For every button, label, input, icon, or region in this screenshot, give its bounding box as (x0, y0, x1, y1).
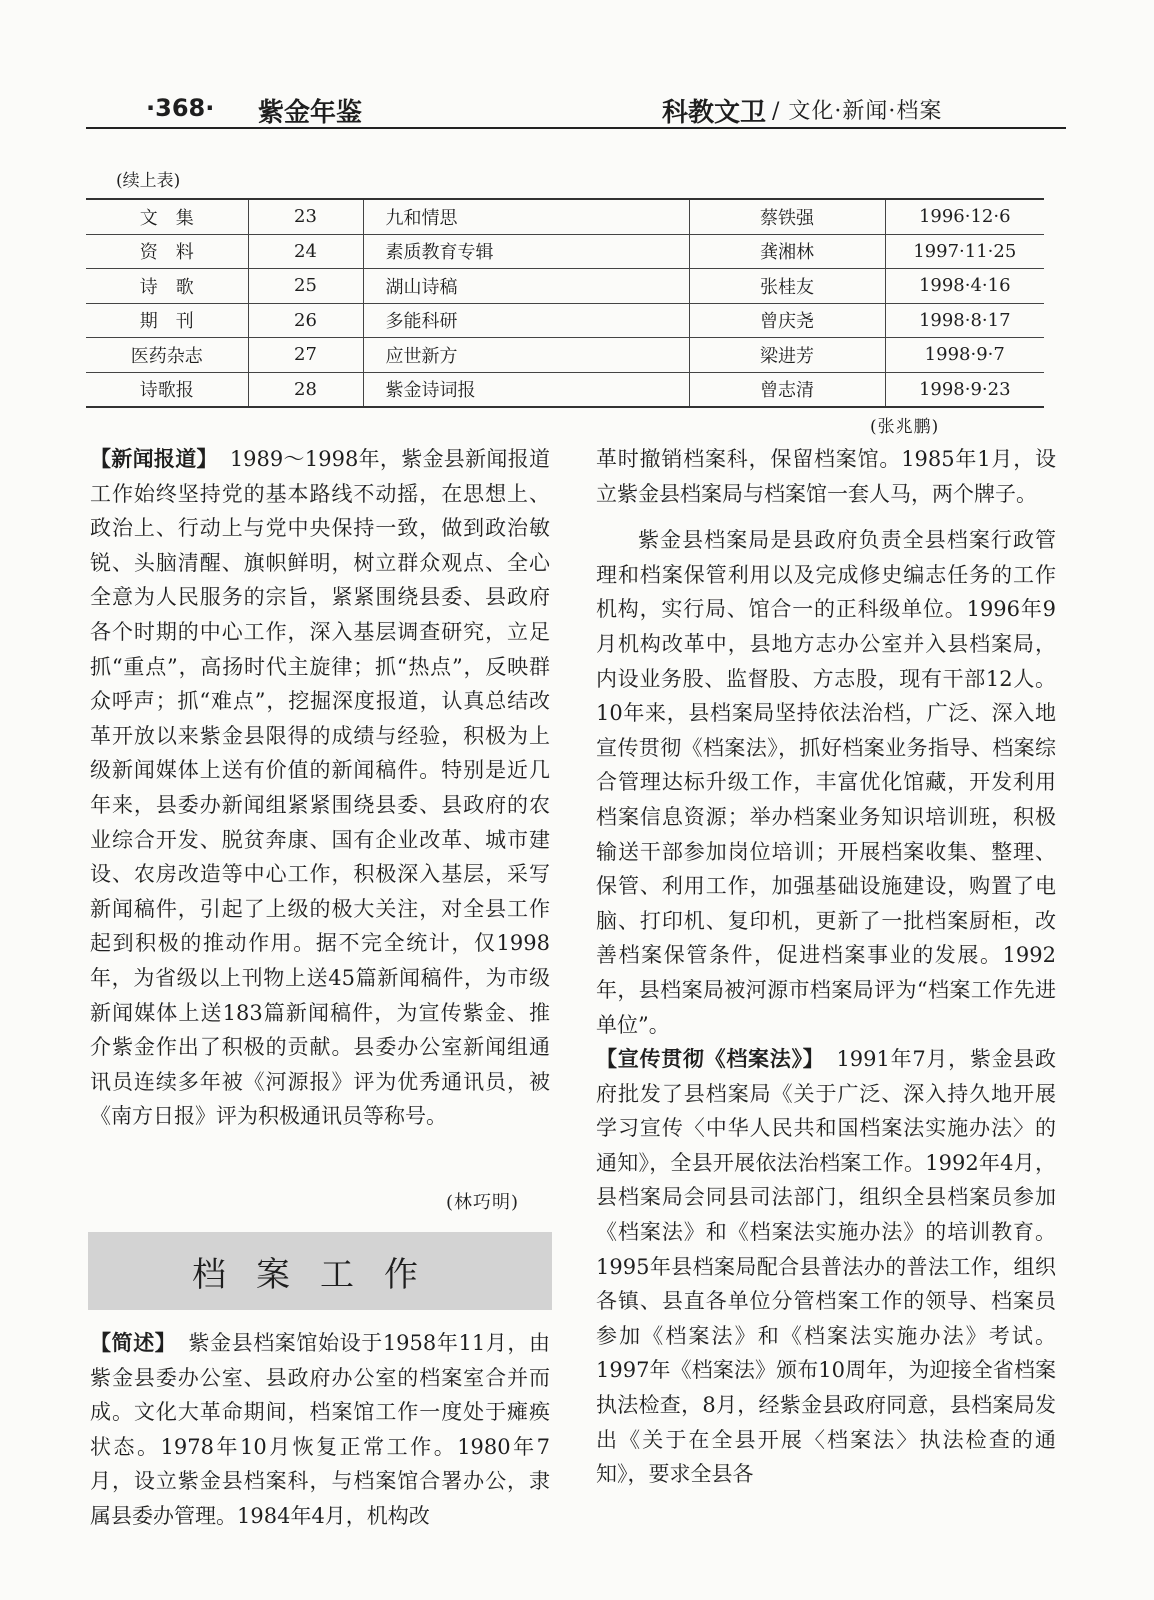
law-body: 1991年7月，紫金县政府批发了县档案局《关于广泛、深入持久地开展学习宣传〈中华人民共和国档案法实施办法〉的通知》，全县开展依法治档案工作。1992年4月，县档案局会同县司法部门，组织全县档案员参加《档案法》和《档案法实施办法》的培训教育。1995年县档案局配合县普法办的普法工作，组织各镇、县直各单位分管档案工作的领导、档案员参加《档案法》和《档案法实施办法》考试。1997年《档案法》颁布10周年，为迎接全省档案执法检查，8月，经紫金县政府同意，县档案局发出《关于在全县开展〈档案法〉执法检查的通知》，要求全县各 (596, 1047, 1057, 1487)
archives-overview-left (90, 1326, 550, 1534)
table-cell-date: 1997·11·25 (885, 234, 1044, 269)
table-cell-category: 期 刊 (86, 303, 248, 338)
table-cell-number: 25 (248, 269, 363, 304)
news-author-credit: (林巧明) (446, 1192, 520, 1213)
law-heading: 【宣传贯彻《档案法》】 (596, 1047, 825, 1072)
archives-section-banner: 档案工作 (88, 1232, 552, 1310)
table-cell-date: 1996·12·6 (885, 199, 1044, 234)
table-cell-author: 蔡铁强 (689, 199, 885, 234)
table-cell-category: 文 集 (86, 199, 248, 234)
page-number: ·368· (146, 94, 215, 122)
table-caption: (续上表) (116, 171, 181, 191)
table-cell-title: 九和情思 (363, 199, 689, 234)
table-cell-category: 诗 歌 (86, 269, 248, 304)
table-cell-date: 1998·4·16 (885, 269, 1044, 304)
table-cell-title: 多能科研 (363, 303, 689, 338)
table-cell-number: 26 (248, 303, 363, 338)
table-cell-author: 曾志清 (689, 372, 885, 407)
table-row (86, 234, 1044, 269)
table-cell-author: 张桂友 (689, 269, 885, 304)
table-cell-number: 27 (248, 338, 363, 373)
overview-continued: 革时撤销档案科，保留档案馆。1985年1月，设立紫金县档案局与档案馆一套人马，两个牌子。 (596, 447, 1056, 506)
table-cell-number: 23 (248, 199, 363, 234)
table-cell-number: 24 (248, 234, 363, 269)
table-cell-date: 1998·8·17 (885, 303, 1044, 338)
overview-heading: 【简述】 (90, 1331, 177, 1355)
table-cell-category: 诗歌报 (86, 372, 248, 407)
news-report-section (90, 442, 550, 1134)
table-author-credit: (张兆鹏) (870, 417, 940, 437)
header-rule (86, 127, 1066, 129)
table-cell-title: 湖山诗稿 (363, 269, 689, 304)
section-subtitle: / 文化·新闻·档案 (772, 99, 943, 124)
table-cell-category: 资 料 (86, 234, 248, 269)
table-row (86, 338, 1044, 373)
table-cell-date: 1998·9·7 (885, 338, 1044, 373)
book-title: 紫金年鉴 (258, 98, 363, 128)
table-row (86, 199, 1044, 234)
table-cell-category: 医药杂志 (86, 338, 248, 373)
table-cell-title: 素质教育专辑 (363, 234, 689, 269)
overview-body: 紫金县档案馆始设于1958年11月，由紫金县委办公室、县政府办公室的档案室合并而成。文化大革命期间，档案馆工作一度处于瘫痪状态。1978年10月恢复正常工作。1980年7月，设立紫金县档案科，与档案馆合署办公，隶属县委办管理。1984年4月，机构改 (90, 1331, 550, 1528)
section-title: 科教文卫 (661, 98, 766, 128)
news-heading: 【新闻报道】 (90, 447, 218, 471)
table-row (86, 303, 1044, 338)
publications-table (86, 198, 1044, 408)
table-row (86, 372, 1044, 407)
table-cell-title: 紫金诗词报 (363, 372, 689, 407)
bureau-paragraph: 紫金县档案局是县政府负责全县档案行政管理和档案保管利用以及完成修史编志任务的工作机构，实行局、馆合一的正科级单位。1996年9月机构改革中，县地方志办公室并入县档案局，内设业务股、监督股、方志股，现有干部12人。10年来，县档案局坚持依法治档，广泛、深入地宣传贯彻《档案法》，抓好档案业务指导、档案综合管理达标升级工作，丰富优化馆藏，开发利用档案信息资源；举办档案业务知识培训班，积极输送干部参加岗位培训；开展档案收集、整理、保管、利用工作，加强基础设施建设，购置了电脑、打印机、复印机，更新了一批档案厨柜，改善档案保管条件，促进档案事业的发展。1992年，县档案局被河源市档案局评为“档案工作先进单位”。 (596, 528, 1056, 1037)
table-cell-title: 应世新方 (363, 338, 689, 373)
table-cell-author: 龚湘林 (689, 234, 885, 269)
table-cell-date: 1998·9·23 (885, 372, 1044, 407)
table-cell-number: 28 (248, 372, 363, 407)
table-cell-author: 梁进芳 (689, 338, 885, 373)
table-cell-author: 曾庆尧 (689, 303, 885, 338)
table-row (86, 269, 1044, 304)
right-column (596, 442, 1056, 1492)
news-body: 1989～1998年，紫金县新闻报道工作始终坚持党的基本路线不动摇，在思想上、政治上、行动上与党中央保持一致，做到政治敏锐、头脑清醒、旗帜鲜明，树立群众观点、全心全意为人民服务的宗旨，紧紧围绕县委、县政府各个时期的中心工作，深入基层调查研究，立足抓“重点”，高扬时代主旋律；抓“热点”，反映群众呼声；抓“难点”，挖掘深度报道，认真总结改革开放以来紫金县限得的成绩与经验，积极为上级新闻媒体上送有价值的新闻稿件。特别是近几年来，县委办新闻组紧紧围绕县委、县政府的农业综合开发、脱贫奔康、国有企业改革、城市建设、农房改造等中心工作，积极深入基层，采写新闻稿件，引起了上级的极大关注，对全县工作起到积极的推动作用。据不完全统计，仅1998年，为省级以上刊物上送45篇新闻稿件，为市级新闻媒体上送183篇新闻稿件，为宣传紫金、推介紫金作出了积极的贡献。县委办公室新闻组通讯员连续多年被《河源报》评为优秀通讯员，被《南方日报》评为积极通讯员等称号。 (90, 447, 551, 1129)
